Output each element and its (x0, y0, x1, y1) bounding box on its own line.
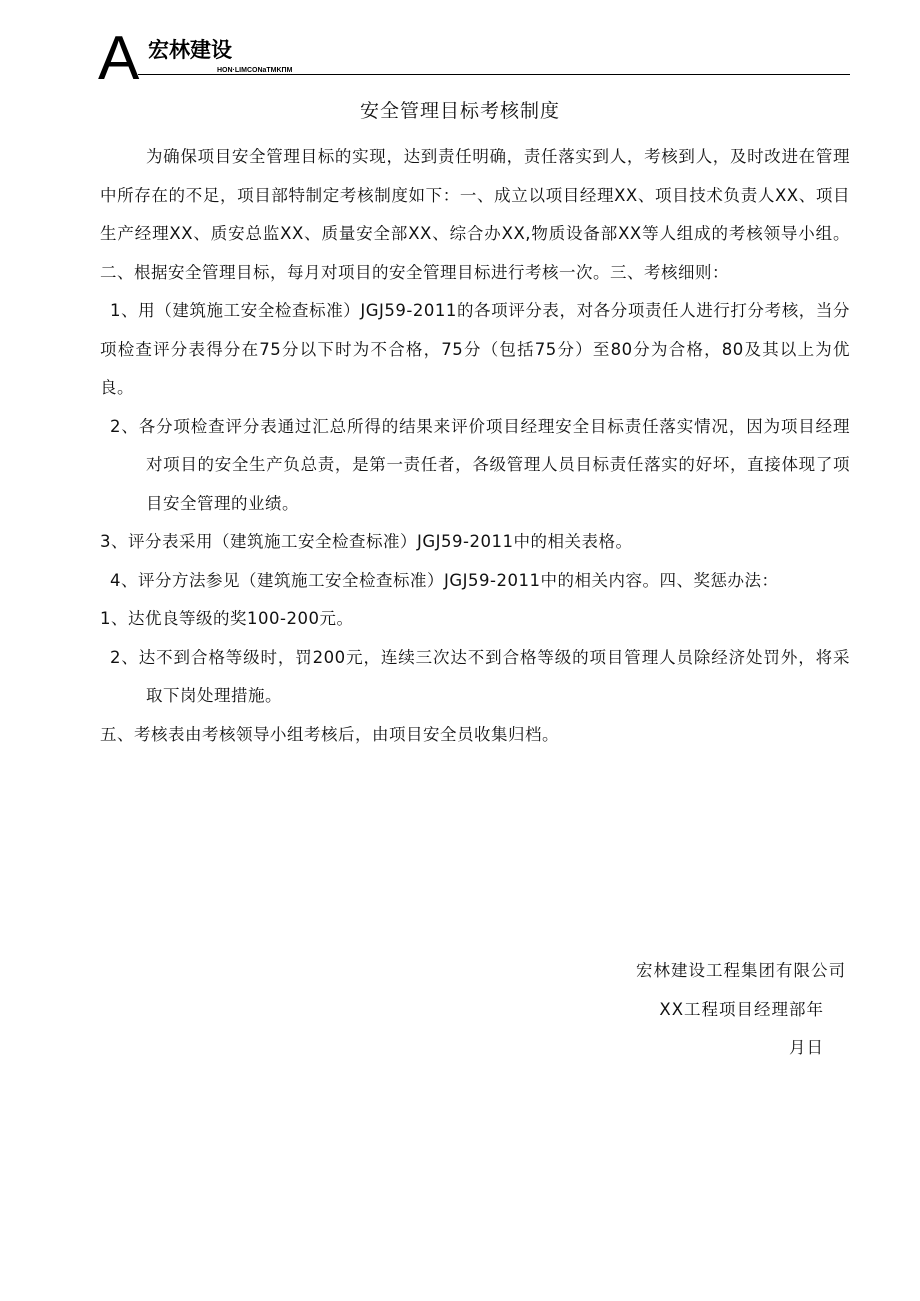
paragraph-item-1: 1、用（建筑施工安全检查标准）JGJ59-2011的各项评分表，对各分项责任人进行打分考核，当分项检查评分表得分在75分以下时为不合格，75分（包括75分）至80分为合格，80及其以上为优良。 (100, 301, 850, 397)
paragraph-archive: 五、考核表由考核领导小组考核后，由项目安全员收集归档。 (100, 724, 559, 744)
paragraph-item-4: 4、评分方法参见（建筑施工安全检查标准）JGJ59-2011中的相关内容。四、奖惩办法： (110, 570, 779, 590)
signature-company: 宏林建设工程集团有限公司 (636, 961, 846, 980)
header-divider (138, 74, 850, 75)
paragraph-reward: 1、达优良等级的奖100-200元。 (100, 609, 354, 628)
signature-date: 月日 (789, 1038, 824, 1057)
document-title: 安全管理目标考核制度 (359, 100, 560, 122)
company-logo-letter: A (98, 24, 138, 93)
paragraph-intro: 为确保项目安全管理目标的实现，达到责任明确，责任落实到人，考核到人，及时改进在管理中所存在的不足，项目部特制定考核制度如下：一、成立以项目经理XX、项目技术负责人XX、项目生产经理XX、质安总监XX、质量安全部XX、综合办XX,物质设备部XX等人组成的考核领导小组。二、根据安全管理目标，每月对项目的安全管理目标进行考核一次。三、考核细则： (100, 147, 850, 282)
signature-department: XX工程项目经理部年 (659, 999, 824, 1019)
paragraph-item-2: 2、各分项检查评分表通过汇总所得的结果来评价项目经理安全目标责任落实情况，因为项目经理对项目的安全生产负总责，是第一责任者，各级管理人员目标责任落实的好坏，直接体现了项目安全管理的业绩。 (110, 416, 850, 513)
company-english-name: HON·LIMCONaTMKПM (217, 67, 293, 74)
paragraph-penalty: 2、达不到合格等级时，罚200元，连续三次达不到合格等级的项目管理人员除经济处罚外，将采取下岗处理措施。 (110, 647, 850, 705)
document-body (100, 138, 850, 754)
company-name: 宏林建设 (148, 38, 232, 62)
signature-block (636, 952, 846, 1068)
paragraph-item-3: 3、评分表采用（建筑施工安全检查标准）JGJ59-2011中的相关表格。 (100, 532, 633, 551)
